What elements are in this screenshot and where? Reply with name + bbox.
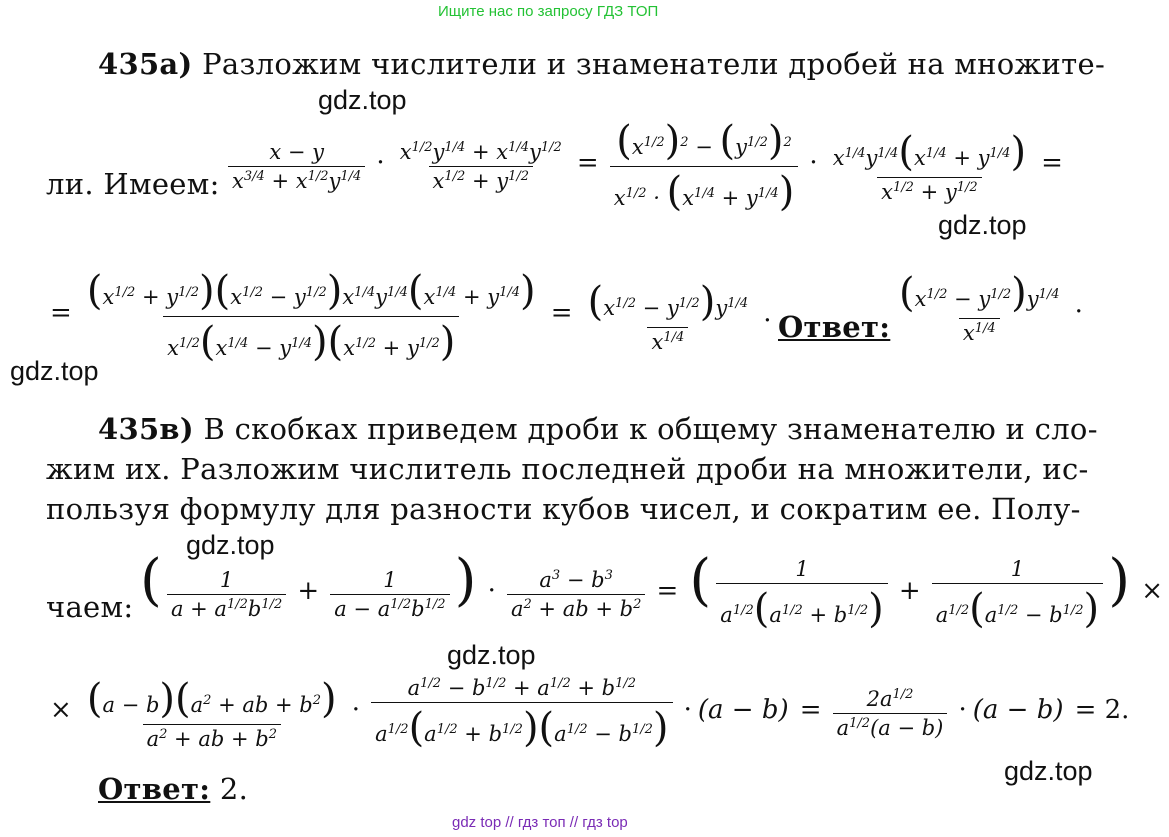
fraction: $\frac{1}{a^{1/2}(a^{1/2} + b^{1/2})}$ bbox=[716, 557, 887, 632]
watermark-gdz: gdz.top bbox=[447, 640, 536, 670]
answer-435v bbox=[98, 772, 248, 806]
problem-435a-line1 bbox=[98, 47, 1105, 81]
problem-435v-line2: жим их. Разложим числитель последней дроби на множители, ис- bbox=[46, 452, 1089, 486]
fraction: $\frac{x - y}{x^{3/4} + x^{1/2}y^{1/4}}$ bbox=[228, 140, 365, 193]
fraction: $\frac{1}{a + a^{1/2}b^{1/2}}$ bbox=[167, 568, 286, 621]
watermark-gdz: gdz.top bbox=[1004, 756, 1093, 786]
fraction: $\frac{(a - b)(a^2 + ab + b^2)}{a^2 + ab + b^2}$ bbox=[86, 676, 337, 751]
formula-435v-2: × $\frac{(a - b)(a^2 + ab + b^2)}{a^2 + ab + b^2}$ · $\frac{a^{1/2} - b^{1/2} + a^{1/2} + b^{1/2}}{a^{1/2}(a^{1/2} + b^{1/2})(a^{1/2} - b^{1/2})}$ · (a − b) = $\frac{2a^{1/2}}{a^{1/2}(a - b)}$ · (a − b) = 2. bbox=[50, 676, 1130, 751]
fraction: $\frac{x^{1/4}y^{1/4}(x^{1/4} + y^{1/4})}{x^{1/2} + y^{1/2}}$ bbox=[832, 129, 1027, 204]
problem-435a-text1: Разложим числители и знаменатели дробей на множите- bbox=[202, 47, 1106, 81]
fraction: $\frac{(x^{1/2} - y^{1/2})y^{1/4}}{x^{1/4}}$ bbox=[899, 270, 1060, 345]
answer-label: Ответ: bbox=[98, 772, 211, 806]
watermark-gdz: gdz.top bbox=[10, 356, 99, 386]
fraction: $\frac{a^{1/2} - b^{1/2} + a^{1/2} + b^{1/2}}{a^{1/2}(a^{1/2} + b^{1/2})(a^{1/2} - b^{1/2})}$ bbox=[371, 676, 672, 751]
problem-435a-text2: ли. Имеем: bbox=[46, 167, 220, 201]
fraction: $\frac{(x^{1/2})^2 - (y^{1/2})^2}{x^{1/2} \cdot (x^{1/4} + y^{1/4})}$ bbox=[610, 118, 799, 215]
formula-435v-1: ( $\frac{1}{a + a^{1/2}b^{1/2}}$ + $\frac{1}{a - a^{1/2}b^{1/2}}$ ) · $\frac{a^3 - b^3}{a^2 + ab + b^2}$ = ( $\frac{1}{a^{1/2}(a^{1/2} + b^{1/2})}$ + $\frac{1}{a^{1/2}(a^{1/2} - b^{1/2})}$ ) × bbox=[140, 548, 1163, 632]
answer-label: Ответ: bbox=[778, 310, 891, 344]
fraction: $\frac{x^{1/2}y^{1/4} + x^{1/4}y^{1/2}}{x^{1/2} + y^{1/2}}$ bbox=[399, 140, 562, 193]
answer-value: 2. bbox=[219, 772, 249, 806]
watermark-gdz: gdz.top bbox=[186, 530, 275, 560]
watermark-gdz: gdz.top bbox=[318, 85, 407, 115]
formula-435a-1: $\frac{x - y}{x^{3/4} + x^{1/2}y^{1/4}}$ · $\frac{x^{1/2}y^{1/4} + x^{1/4}y^{1/2}}{x^{1/2} + y^{1/2}}$ = $\frac{(x^{1/2})^2 - (y^{1/2})^2}{x^{1/2} \cdot (x^{1/4} + y^{1/4})}$ · $\frac{x^{1/4}y^{1/4}(x^{1/4} + y^{1/4})}{x^{1/2} + y^{1/2}}$ = bbox=[228, 118, 1069, 215]
footer-watermark: gdz top // гдз топ // гдз top bbox=[452, 814, 628, 831]
fraction: $\frac{a^3 - b^3}{a^2 + ab + b^2}$ bbox=[507, 568, 645, 621]
watermark-gdz: gdz.top bbox=[938, 210, 1027, 240]
fraction: $\frac{1}{a^{1/2}(a^{1/2} - b^{1/2})}$ bbox=[932, 557, 1103, 632]
fraction: $\frac{(x^{1/2} - y^{1/2})y^{1/4}}{x^{1/4}}$ bbox=[587, 279, 749, 354]
fraction: $\frac{2a^{1/2}}{a^{1/2}(a - b)}$ bbox=[833, 687, 948, 740]
problem-435v-line1 bbox=[98, 412, 1098, 446]
fraction: $\frac{(x^{1/2} + y^{1/2})(x^{1/2} - y^{1/2})x^{1/4}y^{1/4}(x^{1/4} + y^{1/4})}{x^{1/2}(x^{1/4} - y^{1/4})(x^{1/2} + y^{1/2})}$ bbox=[86, 268, 536, 365]
problem-435v-text4: чаем: bbox=[46, 590, 134, 624]
top-watermark: Ищите нас по запросу ГДЗ ТОП bbox=[438, 3, 659, 20]
fraction: $\frac{1}{a - a^{1/2}b^{1/2}}$ bbox=[330, 568, 449, 621]
problem-435a-label: 435а) bbox=[98, 47, 193, 81]
answer-435a-formula: $\frac{(x^{1/2} - y^{1/2})y^{1/4}}{x^{1/4}}$ . bbox=[895, 270, 1089, 345]
problem-435v-line3: пользуя формулу для разности кубов чисел, и сократим ее. Полу- bbox=[46, 492, 1081, 526]
problem-435v-text1: В скобках приведем дроби к общему знаменателю и сло- bbox=[203, 412, 1098, 446]
formula-435a-2: = $\frac{(x^{1/2} + y^{1/2})(x^{1/2} - y^{1/2})x^{1/4}y^{1/4}(x^{1/4} + y^{1/4})}{x^{1/2}(x^{1/4} - y^{1/4})(x^{1/2} + y^{1/2})}$ = $\frac{(x^{1/2} - y^{1/2})y^{1/4}}{x^{1/4}}$ . bbox=[50, 268, 772, 365]
answer-435a-label bbox=[778, 310, 890, 344]
problem-435v-label: 435в) bbox=[98, 412, 194, 446]
